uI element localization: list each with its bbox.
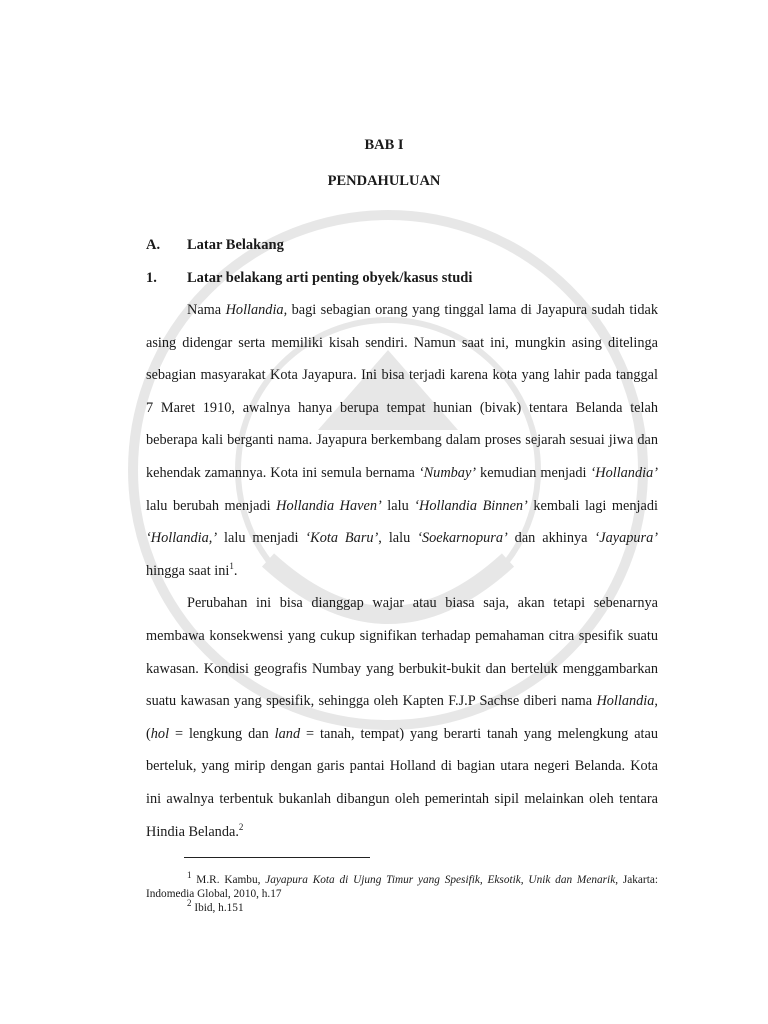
p2-text: = lengkung dan — [169, 725, 275, 742]
footnote-title: Jayapura Kota di Ujung Timur yang Spesifik, Eksotik, Unik dan Menarik — [265, 874, 616, 886]
subsection-title: Latar belakang arti penting obyek/kasus studi — [187, 270, 473, 286]
p2-italic: hol — [150, 725, 170, 742]
footnote-2 — [146, 898, 658, 915]
p2-italic: Hollandia — [596, 693, 655, 710]
footnote-text: , Jakarta: Indomedia Global, 2010, h.17 — [146, 874, 658, 900]
footnote-number: 2 — [187, 898, 192, 909]
p1-text: , lalu — [378, 530, 418, 547]
p1-text: dan akhinya — [507, 530, 595, 547]
p1-text: Nama — [187, 302, 226, 318]
p1-text: . — [233, 562, 238, 579]
p1-text: hingga saat ini — [146, 562, 230, 579]
footnote-1 — [146, 870, 658, 901]
p1-text: lalu menjadi — [217, 530, 306, 547]
footnotes — [146, 870, 658, 915]
p1-italic: ‘Numbay’ — [418, 464, 477, 481]
section-heading — [146, 237, 284, 254]
p2-italic: land — [274, 725, 301, 742]
p1-text: lalu — [381, 497, 415, 514]
footnote-ref-1[interactable]: 1 — [229, 560, 234, 571]
p1-text: kembali lagi menjadi — [527, 497, 658, 514]
p1-italic: ‘Hollandia’ — [590, 464, 658, 481]
footnote-separator — [184, 857, 370, 858]
chapter-number: BAB I — [364, 137, 404, 153]
p1-text: lalu berubah menjadi — [146, 497, 277, 514]
footnote-ref-2[interactable]: 2 — [238, 821, 244, 832]
footnote-number: 1 — [187, 870, 192, 881]
p1-italic: ‘Hollandia,’ — [146, 530, 218, 547]
p1-italic: ‘Soekarnopura’ — [417, 530, 508, 547]
p2-text: = tanah, tempat) yang berarti tanah yang melengkung atau berteluk, yang mirip dengan garis pantai Holland di bagian utara negeri Belanda. Kota ini awalnya terbentuk bukanlah dibangun oleh pemerintah sipil melainkan oleh tentara Hindia Belanda. — [146, 725, 659, 840]
p1-italic: Hollandia, — [225, 302, 288, 318]
paragraph-1 — [146, 294, 658, 587]
section-title: Latar Belakang — [187, 237, 284, 253]
chapter-title: PENDAHULUAN — [327, 173, 441, 189]
p1-text: kemudian menjadi — [476, 464, 591, 481]
subsection-heading — [146, 270, 472, 287]
p2-text: Perubahan ini bisa dianggap wajar atau biasa saja, akan tetapi sebenarnya membawa konsekwensi yang cukup signifikan terhadap pemahaman citra spesifik suatu kawasan. Kondisi geografis Numbay yang berbukit-bukit dan berteluk menggambarkan suatu kawasan yang spesifik, sehingga oleh Kapten F.J.P Sachse diberi nama — [146, 595, 658, 710]
footnote-text: M.R. Kambu, — [191, 874, 266, 886]
footnote-text: Ibid, h.151 — [191, 902, 244, 914]
subsection-number: 1. — [146, 270, 157, 286]
section-number: A. — [146, 237, 161, 253]
body-text — [146, 294, 658, 848]
p1-italic: ‘Jayapura’ — [594, 530, 658, 547]
p2-text: , ( — [146, 693, 658, 742]
p1-italic: Hollandia Haven’ — [276, 497, 382, 514]
p1-text: bagi sebagian orang yang tinggal lama di Jayapura sudah tidak asing didengar serta memiliki kisah sendiri. Namun saat ini, mungkin asing ditelinga sebagian masyarakat Kota Jayapura. Ini bisa terjadi karena kota yang lahir pada tanggal 7 Maret 1910, awalnya hanya berupa tempat hunian (bivak) tentara Belanda telah beberapa kali berganti nama. Jayapura berkembang dalam proses sejarah sesuai jiwa dan kehendak zamannya. Kota ini semula bernama — [146, 302, 658, 481]
paragraph-2 — [146, 587, 658, 848]
p1-italic: ‘Kota Baru’ — [305, 530, 379, 547]
p1-italic: ‘Hollandia Binnen’ — [414, 497, 528, 514]
